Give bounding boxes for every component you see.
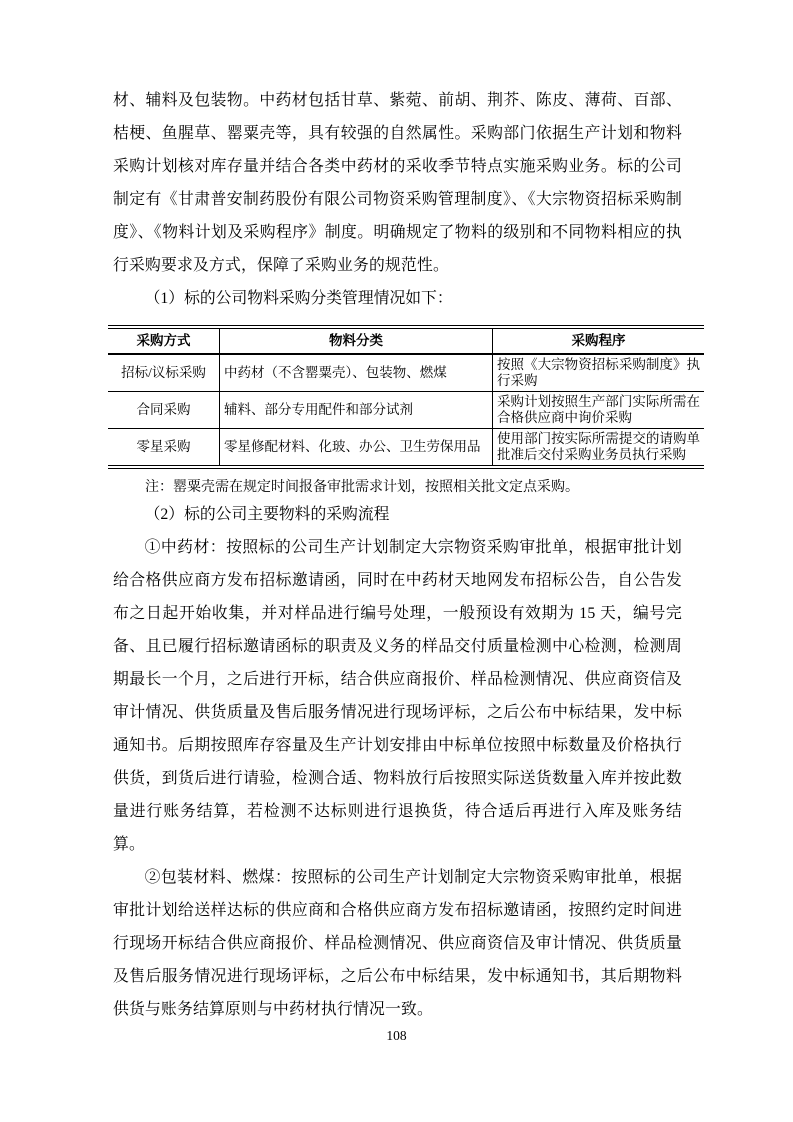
- procurement-classification-table: [108, 325, 704, 469]
- cell-procedure: 使用部门按实际所需提交的请购单批准后交付采购业务员执行采购: [493, 429, 705, 468]
- cell-method: 合同采购: [108, 392, 220, 429]
- cell-category: 辅料、部分专用配件和部分试剂: [220, 392, 493, 429]
- table-row: [108, 392, 704, 429]
- table-row: [108, 429, 704, 468]
- cell-method: 招标/议标采购: [121, 365, 206, 380]
- table-header-row: [108, 327, 704, 354]
- cell-procedure: 采购计划按照生产部门实际所需在合格供应商中询价采购: [493, 392, 705, 429]
- cell-category: 中药材（不含罂粟壳）、包装物、燃煤: [220, 354, 493, 392]
- paragraph-herbs-process: ①中药材：按照标的公司生产计划制定大宗物资采购审批单，根据审批计划给合格供应商方发布招标邀请函，同时在中药材天地网发布招标公告，自公告发布之日起开始收集，并对样品进行编号处理，一般预设有效期为 15 天，编号完备、且已履行招标邀请函标的职责及义务的样品交付质量检测中心检测，检测周期最长一个月，之后进行开标，结合供应商报价、样品检测情况、供应商资信及审计情况、供货质量及售后服务情况进行现场评标，之后公布中标结果，发中标通知书。后期按照库存容量及生产计划安排由中标单位按照中标数量及价格执行供货，到货后进行请验，检测合适、物料放行后按照实际送货数量入库并按此数量进行账务结算，若检测不达标则进行退换货，待合适后再进行入库及账务结算。: [113, 539, 682, 853]
- page-content: [113, 84, 700, 1026]
- header-procedure: 采购程序: [493, 327, 705, 354]
- cell-category: 零星修配材料、化玻、办公、卫生劳保用品: [220, 429, 493, 468]
- table-head: [108, 327, 704, 354]
- section2-heading: （2）标的公司主要物料的采购流程: [144, 506, 390, 523]
- table-row: [108, 354, 704, 392]
- table-body: [108, 354, 704, 467]
- intro-paragraph: 材、辅料及包装物。中药材包括甘草、紫菀、前胡、荆芥、陈皮、薄荷、百部、桔梗、鱼腥草、罂粟壳等，具有较强的自然属性。采购部门依据生产计划和物料采购计划核对库存量并结合各类中药材的采收季节特点实施采购业务。标的公司制定有《甘肃普安制药股份有限公司物资采购管理制度》、《大宗物资招标采购制度》、《物料计划及采购程序》制度。明确规定了物料的级别和不同物料相应的执行采购要求及方式，保障了采购业务的规范性。: [113, 92, 682, 274]
- cell-procedure: 按照《大宗物资招标采购制度》执行采购: [493, 354, 705, 392]
- page-number: 108: [386, 1028, 407, 1043]
- paragraph-packaging-process: ②包装材料、燃煤：按照标的公司生产计划制定大宗物资采购审批单，根据审批计划给送样达标的供应商和合格供应商方发布招标邀请函，按照约定时间进行现场开标结合供应商报价、样品检测情况、供应商资信及审计情况、供货质量及售后服务情况进行现场评标，之后公布中标结果，发中标通知书，其后期物料供货与账务结算原则与中药材执行情况一致。: [113, 869, 682, 1018]
- section1-heading: （1）标的公司物料采购分类管理情况如下：: [144, 290, 453, 307]
- header-category: 物料分类: [220, 327, 493, 354]
- cell-method: 零星采购: [108, 429, 220, 468]
- header-method: 采购方式: [108, 327, 220, 354]
- table-footnote: 注：罂粟壳需在规定时间报备审批需求计划，按照相关批文定点采购。: [145, 480, 579, 495]
